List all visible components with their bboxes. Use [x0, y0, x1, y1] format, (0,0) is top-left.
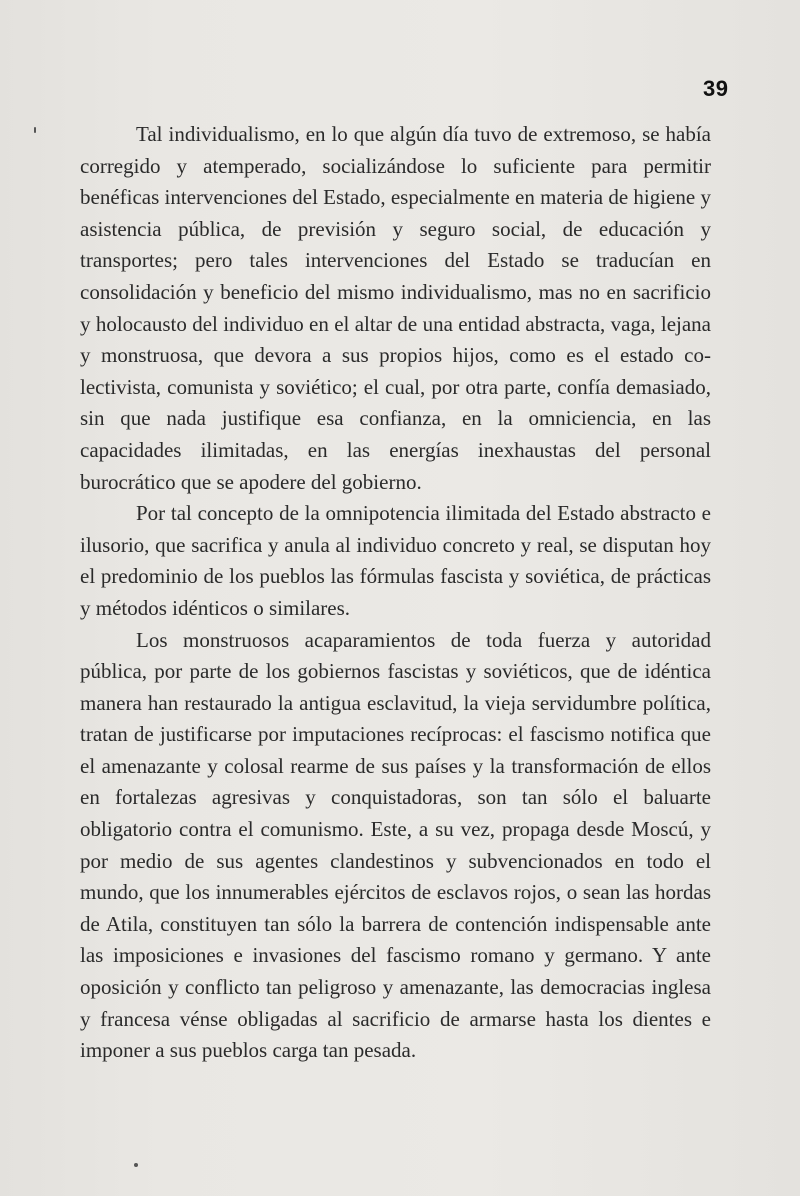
paragraph-2: Por tal concepto de la omnipotencia ilimitada del Estado abstracto e ilusorio, que sacrifica y anula al individuo concreto y real, se disputan hoy el predominio de los pueblos las fórmulas fascista y soviética, de prácticas y métodos idénticos o similares.	[80, 501, 711, 620]
paragraph-1: Tal individualismo, en lo que algún día tuvo de extremoso, se había corregido y atemperado, socializándose lo suficiente para permitir benéficas intervenciones del Estado, especialmente en materia de higiene y asistencia pública, de previsión y seguro social, de educación y transportes; pero tales intervenciones del Estado se traducían en consolidación y beneficio del mismo individualismo, mas no en sacrificio y holocausto del individuo en el altar de una entidad abstracta, vaga, lejana y monstruosa, que devora a sus propios hijos, como es el estado colectivista, comunista y soviético; el cual, por otra parte, confía demasiado, sin que nada justifique esa confianza, en la omniciencia, en las capacidades ilimitadas, en las energías inexhaustas del personal burocrático que se apodere del gobierno.	[80, 122, 711, 494]
page-number: 39	[703, 76, 729, 101]
body-text	[80, 119, 711, 1067]
paragraph-3: Los monstruosos acaparamientos de toda fuerza y autoridad pública, por parte de los gobiernos fascistas y soviéticos, que de idéntica manera han restaurado la antigua esclavitud, la vieja servidumbre política, tratan de justificarse por imputaciones recíprocas: el fascismo notifica que el amenazante y colosal rearme de sus países y la transformación de ellos en fortalezas agresivas y conquistadoras, son tan sólo el baluarte obligatorio contra el comunismo. Este, a su vez, propaga desde Moscú, y por medio de sus agentes clandestinos y subvencionados en todo el mundo, que los innumerables ejércitos de esclavos rojos, o sean las hordas de Atila, constituyen tan sólo la barrera de contención indispensable ante las imposiciones e invasiones del fascismo romano y germano. Y ante oposición y conflicto tan peligroso y amenazante, las democracias inglesa y francesa vénse obligadas al sacrificio de armarse hasta los dientes e imponer a sus pueblos carga tan pesada.	[80, 627, 711, 1063]
ink-speck	[34, 127, 36, 133]
ink-speck	[134, 1163, 138, 1167]
